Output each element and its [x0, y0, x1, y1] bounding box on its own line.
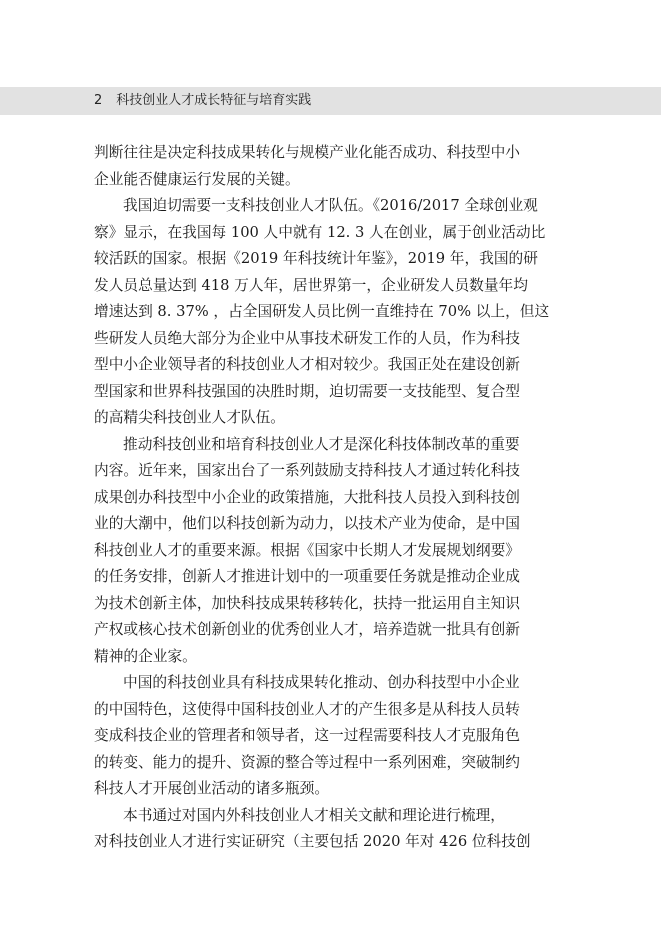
page-number: 2	[94, 93, 103, 108]
text-line: 的转变、能力的提升、资源的整合等过程中一系列困难，突破制约	[94, 753, 520, 771]
text-line: 些研发人员绝大部分为企业中从事技术研发工作的人员，作为科技	[94, 329, 520, 347]
running-header	[94, 92, 311, 109]
text-line: 的高精尖科技创业人才队伍。	[94, 409, 285, 426]
text-line: 为技术创新主体，加快科技成果转移转化，扶持一批运用自主知识	[94, 594, 520, 612]
text-line: 我国迫切需要一支科技创业人才队伍。《2016/2017 全球创业观	[123, 197, 538, 214]
text-line: 推动科技创业和培育科技创业人才是深化科技体制改革的重要	[123, 435, 520, 453]
text-line: 察》显示，在我国每 100 人中就有 12. 3 人在创业，属于创业活动比	[94, 223, 546, 241]
text-line: 判断往往是决定科技成果转化与规模产业化能否成功、科技型中小	[94, 144, 520, 161]
text-line: 科技人才开展创业活动的诸多瓶颈。	[94, 780, 330, 797]
text-line: 产权或核心技术创新创业的优秀创业人才，培养造就一批具有创新	[94, 621, 520, 638]
text-line: 企业能否健康运行发展的关键。	[94, 170, 300, 188]
text-line: 内容。近年来，国家出台了一系列鼓励支持科技人才通过转化科技	[94, 462, 520, 479]
text-line: 较活跃的国家。根据《2019 年科技统计年鉴》，2019 年，我国的研	[94, 250, 538, 267]
text-line: 发人员总量达到 418 万人年，居世界第一，企业研发人员数量年均	[94, 276, 528, 294]
text-line: 增速达到 8. 37% ，占全国研发人员比例一直维持在 70% 以上，但这	[94, 303, 550, 320]
text-line: 对科技创业人才进行实证研究（主要包括 2020 年对 426 位科技创	[94, 833, 531, 850]
text-line: 精神的企业家。	[94, 647, 197, 665]
text-line: 业的大潮中，他们以科技创新为动力，以技术产业为使命，是中国	[94, 515, 520, 532]
text-line: 科技创业人才的重要来源。根据《国家中长期人才发展规划纲要》	[94, 541, 520, 559]
text-line: 成果创办科技型中小企业的政策措施，大批科技人员投入到科技创	[94, 488, 520, 506]
text-line: 本书通过对国内外科技创业人才相关文献和理论进行梳理，	[123, 806, 505, 824]
text-line: 型国家和世界科技强国的决胜时期，迫切需要一支技能型、复合型	[94, 382, 520, 400]
text-line: 的任务安排，创新人才推进计划中的一项重要任务就是推动企业成	[94, 568, 520, 585]
text-line: 变成科技企业的管理者和领导者，这一过程需要科技人才克服角色	[94, 727, 520, 744]
book-title: 科技创业人才成长特征与培育实践	[116, 93, 312, 108]
text-line: 型中小企业领导者的科技创业人才相对较少。我国正处在建设创新	[94, 356, 520, 373]
text-line: 的中国特色，这使得中国科技创业人才的产生很多是从科技人员转	[94, 700, 520, 718]
body-text	[94, 140, 570, 856]
text-line: 中国的科技创业具有科技成果转化推动、创办科技型中小企业	[123, 674, 520, 691]
